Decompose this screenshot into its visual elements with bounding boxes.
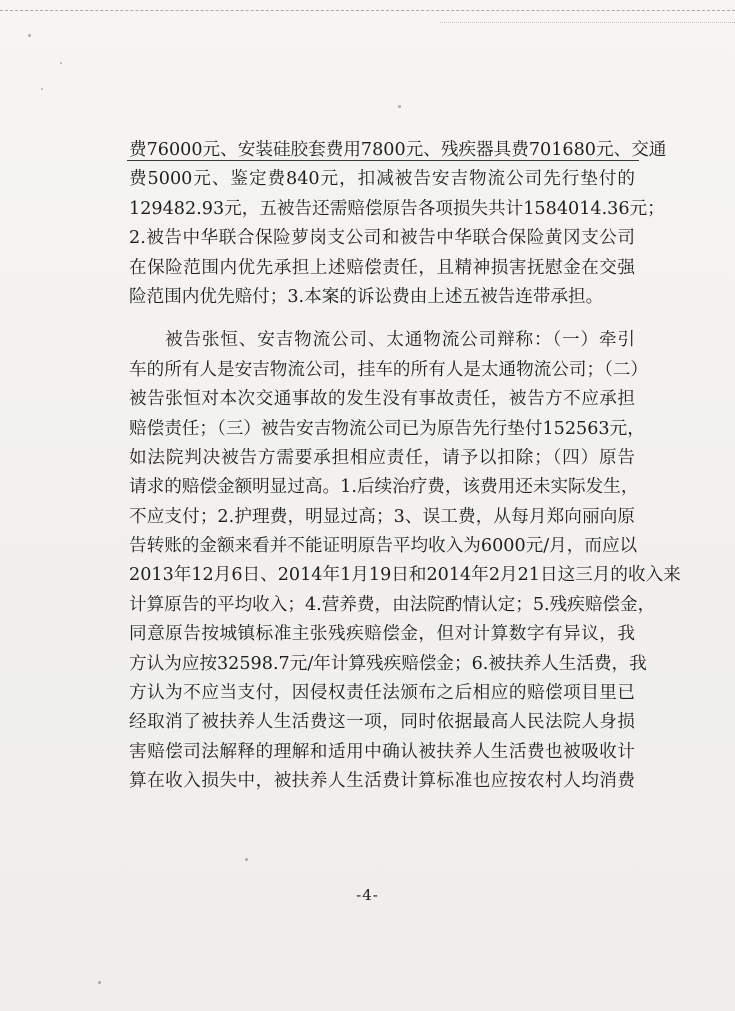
- text-line: 方认为不应当支付，因侵权责任法颁布之后相应的赔偿项目里已: [129, 683, 635, 704]
- text-line: 在保险范围内优先承担上述赔偿责任，且精神损害抚慰金在交强: [129, 257, 635, 278]
- text-line: 费76000元、安装硅胶套费用7800元、残疾器具费701680元、交通: [129, 140, 667, 160]
- page-number: -4-: [356, 886, 379, 904]
- scan-speck: [398, 105, 401, 108]
- scan-speck: [41, 88, 43, 90]
- text-line: 被告张恒、安吉物流公司、太通物流公司辩称：（一）牵引: [165, 330, 635, 351]
- text-line: 险范围内优先赔付；3.本案的诉讼费由上述五被告连带承担。: [129, 286, 604, 307]
- scan-speck: [60, 62, 62, 64]
- text-line: 费5000元、鉴定费840元，扣减被告安吉物流公司先行垫付的: [129, 169, 635, 190]
- paragraph-2: [129, 326, 681, 796]
- text-line: 被告张恒对本次交通事故的发生没有事故责任，被告方不应承担: [129, 389, 635, 410]
- text-line: 经取消了被扶养人生活费这一项，同时依据最高人民法院人身损: [129, 712, 635, 733]
- scan-speck: [245, 858, 248, 861]
- scan-speck: [28, 34, 31, 37]
- scan-speck: [98, 981, 101, 984]
- scan-edge-line: [0, 10, 735, 13]
- text-line: 同意原告按城镇标准主张残疾赔偿金，但对计算数字有异议，我: [129, 624, 635, 645]
- text-line: 请求的赔偿金额明显过高。1.后续治疗费，该费用还未实际发生，: [129, 477, 639, 498]
- text-line: 算在收入损失中，被扶养人生活费计算标准也应按农村人均消费: [129, 771, 635, 792]
- text-line: 告转账的金额来看并不能证明原告平均收入为6000元/月，而应以: [129, 536, 638, 557]
- scan-edge-line-secondary: [440, 22, 735, 24]
- text-line: 车的所有人是安吉物流公司，挂车的所有人是太通物流公司；（二）: [129, 359, 649, 380]
- paragraph-1: [129, 136, 667, 312]
- text-line: 赔偿责任；（三）被告安吉物流公司已为原告先行垫付152563元，: [129, 418, 645, 439]
- text-line: 129482.93元，五被告还需赔偿原告各项损失共计1584014.36元；: [129, 198, 665, 219]
- text-line: 计算原告的平均收入；4.营养费，由法院酌情认定；5.残疾赔偿金，: [129, 594, 656, 615]
- text-line: 如法院判决被告方需要承担相应责任，请予以扣除；（四）原告: [129, 447, 635, 468]
- text-line: 方认为应按32598.7元/年计算残疾赔偿金；6.被扶养人生活费，我: [129, 653, 647, 674]
- text-line: 2013年12月6日、2014年1月19日和2014年2月21日这三月的收入来: [129, 565, 681, 586]
- document-body: [129, 136, 681, 797]
- text-line: 害赔偿司法解释的理解和适用中确认被扶养人生活费也被吸收计: [129, 741, 635, 762]
- text-line: 2.被告中华联合保险萝岗支公司和被告中华联合保险黄冈支公司: [129, 228, 635, 249]
- text-line: 不应支付；2.护理费，明显过高；3、误工费，从每月郑向丽向原: [129, 506, 635, 527]
